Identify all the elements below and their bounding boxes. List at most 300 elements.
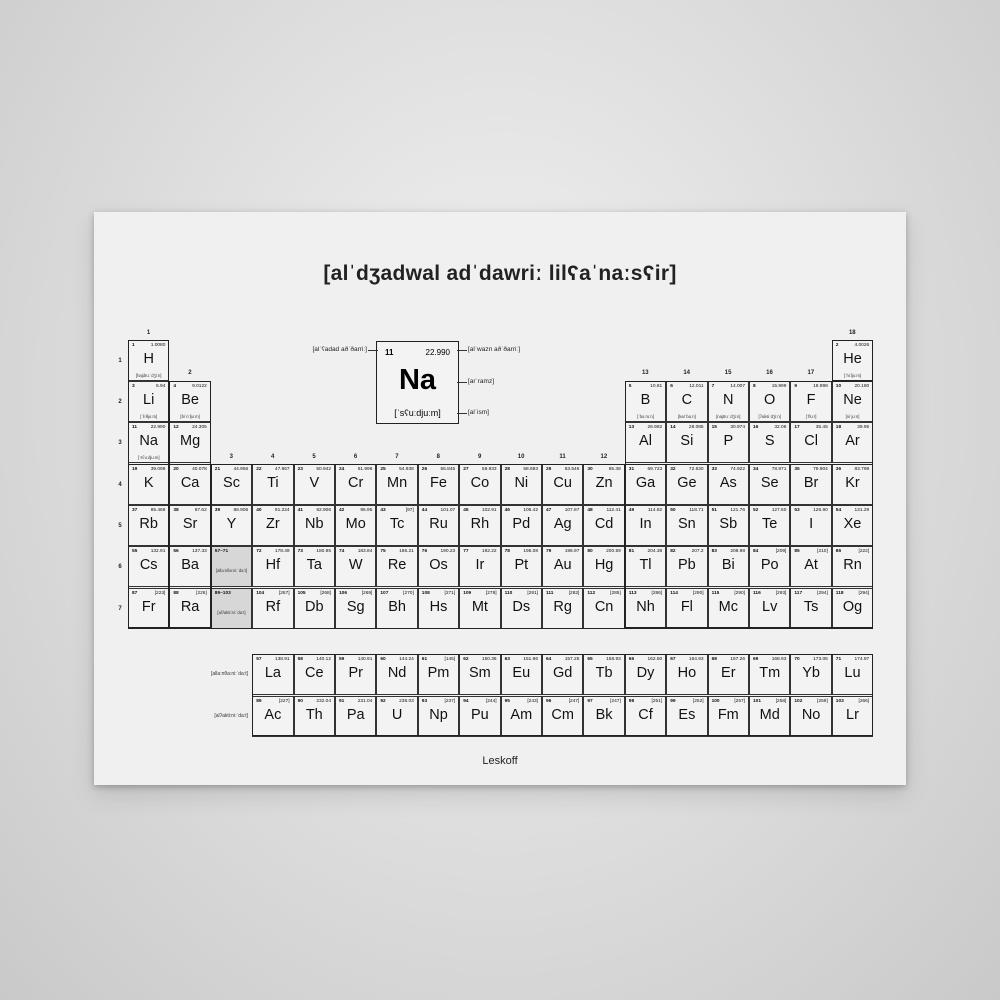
element-cell-Ge[interactable] — [666, 464, 707, 505]
element-cell-Si[interactable] — [666, 422, 707, 463]
element-cell-Rg[interactable] — [542, 588, 583, 629]
atomic-number: 118 — [835, 591, 844, 596]
element-cell-S[interactable] — [749, 422, 790, 463]
element-cell-Ra[interactable] — [169, 588, 210, 629]
atomic-number: 115 — [711, 591, 720, 596]
element-cell-Sg[interactable] — [335, 588, 376, 629]
atomic-mass: 183.84 — [357, 549, 373, 554]
element-cell-Hf[interactable] — [252, 546, 293, 587]
element-cell-Xe[interactable] — [832, 505, 873, 546]
atomic-mass: 92.906 — [316, 508, 331, 513]
element-name: [ˈsʕuːdjuːm] — [137, 455, 160, 461]
element-cell-Nh[interactable] — [625, 588, 666, 629]
key-leader-name — [457, 413, 467, 414]
element-cell-Pb[interactable] — [666, 546, 707, 587]
element-symbol: Hg — [594, 557, 614, 573]
element-cell-Ga[interactable] — [625, 464, 666, 505]
atomic-number: 92 — [380, 699, 386, 704]
atomic-number: 46 — [504, 508, 510, 513]
element-symbol: Li — [143, 392, 155, 408]
atomic-number: 8 — [753, 384, 756, 389]
key-leader-symbol — [457, 382, 467, 383]
element-cell-Og[interactable] — [832, 588, 873, 629]
atomic-number: 86 — [835, 549, 842, 554]
atomic-mass: [290] — [692, 591, 704, 596]
actinide-row-label: [alʔakti:ni:ˈda:t] — [214, 713, 248, 719]
element-cell-Sm[interactable] — [459, 654, 500, 695]
key-atomic-mass: 22.990 — [425, 348, 450, 357]
element-cell-Mn[interactable] — [376, 464, 417, 505]
element-symbol: Rb — [139, 516, 158, 532]
element-cell-Kr[interactable] — [832, 464, 873, 505]
element-symbol: Nb — [305, 516, 324, 532]
element-cell-Cs[interactable] — [128, 546, 169, 587]
atomic-number: 65 — [587, 657, 593, 662]
element-symbol: Mc — [718, 599, 738, 615]
element-symbol: Ds — [512, 599, 531, 615]
element-cell-Rn[interactable] — [832, 546, 873, 587]
atomic-mass: 126.90 — [813, 508, 828, 513]
atomic-mass: 132.91 — [150, 549, 166, 554]
element-symbol: Te — [762, 516, 778, 532]
element-cell-Ta[interactable] — [294, 546, 335, 587]
element-symbol: Es — [678, 707, 696, 723]
atomic-number: 88 — [173, 591, 179, 596]
element-cell-No[interactable] — [790, 696, 831, 737]
element-symbol: Ru — [429, 516, 448, 532]
element-cell-series-7[interactable] — [211, 588, 252, 629]
atomic-mass: 74.922 — [730, 467, 745, 472]
element-symbol: Fl — [680, 599, 693, 615]
element-cell-Rb[interactable] — [128, 505, 169, 546]
element-cell-Co[interactable] — [459, 464, 500, 505]
atomic-mass: 168.93 — [771, 657, 787, 662]
element-cell-Er[interactable] — [708, 654, 749, 695]
group-label-2: 2 — [188, 370, 192, 376]
element-symbol: Sn — [678, 516, 696, 532]
atomic-mass: 83.798 — [854, 467, 870, 472]
element-cell-Os[interactable] — [418, 546, 459, 587]
atomic-number: 96 — [546, 699, 552, 704]
element-cell-Tb[interactable] — [583, 654, 624, 695]
element-cell-Sc[interactable] — [211, 464, 252, 505]
atomic-number: 89–103 — [214, 591, 231, 596]
element-symbol: Bk — [595, 707, 613, 723]
atomic-number: 107 — [380, 591, 389, 596]
element-cell-Sn[interactable] — [666, 505, 707, 546]
element-symbol: Hf — [265, 557, 281, 573]
atomic-number: 1 — [132, 343, 135, 348]
atomic-mass: [209] — [775, 549, 787, 554]
atomic-number: 11 — [132, 425, 138, 430]
element-cell-Cd[interactable] — [583, 505, 624, 546]
element-cell-Al[interactable] — [625, 422, 666, 463]
element-cell-Te[interactable] — [749, 505, 790, 546]
element-symbol: Lr — [846, 707, 859, 723]
atomic-mass: 162.50 — [647, 657, 663, 662]
element-symbol: Cr — [348, 475, 364, 491]
element-cell-Pu[interactable] — [459, 696, 500, 737]
atomic-number: 87 — [132, 591, 138, 596]
atomic-mass: 15.999 — [771, 384, 787, 389]
atomic-number: 70 — [794, 657, 800, 662]
atomic-mass: [267] — [278, 591, 290, 596]
element-name: [ˈhiːljuːm] — [843, 373, 861, 379]
element-symbol: Cn — [594, 599, 614, 615]
element-cell-Ti[interactable] — [252, 464, 293, 505]
element-cell-Cf[interactable] — [625, 696, 666, 737]
atomic-number: 10 — [835, 384, 842, 389]
element-cell-Mc[interactable] — [708, 588, 749, 629]
element-symbol: P — [723, 433, 734, 449]
key-atomic-number: 11 — [385, 348, 394, 357]
element-cell-N[interactable] — [708, 381, 749, 422]
element-symbol: S — [764, 433, 775, 449]
atomic-number: 73 — [297, 549, 303, 554]
element-cell-Ir[interactable] — [459, 546, 500, 587]
element-cell-At[interactable] — [790, 546, 831, 587]
element-cell-Pd[interactable] — [501, 505, 542, 546]
atomic-number: 45 — [463, 508, 469, 513]
atomic-mass: 91.224 — [274, 508, 290, 513]
element-cell-Ac[interactable] — [252, 696, 293, 737]
element-cell-Cr[interactable] — [335, 464, 376, 505]
element-symbol: Y — [226, 516, 237, 532]
atomic-mass: 204.38 — [647, 549, 663, 554]
element-cell-Tl[interactable] — [625, 546, 666, 587]
element-cell-Cn[interactable] — [583, 588, 624, 629]
element-symbol: Po — [760, 557, 779, 573]
atomic-number: 28 — [504, 467, 510, 472]
element-symbol: Ce — [305, 665, 324, 681]
element-cell-series-6[interactable] — [211, 546, 252, 587]
atomic-mass: [281] — [527, 591, 538, 596]
element-symbol: Zn — [595, 475, 613, 491]
element-cell-U[interactable] — [376, 696, 417, 737]
element-symbol: Ga — [635, 475, 656, 491]
element-cell-Re[interactable] — [376, 546, 417, 587]
element-symbol: Zr — [266, 516, 280, 532]
element-cell-Fl[interactable] — [666, 588, 707, 629]
element-cell-C[interactable] — [666, 381, 707, 422]
element-cell-Bi[interactable] — [708, 546, 749, 587]
element-cell-Fr[interactable] — [128, 588, 169, 629]
atomic-number: 84 — [753, 549, 759, 554]
element-cell-Es[interactable] — [666, 696, 707, 737]
atomic-number: 25 — [380, 467, 386, 472]
atomic-mass: 55.845 — [440, 467, 456, 472]
atomic-mass: 12.011 — [689, 384, 704, 389]
element-cell-Sb[interactable] — [708, 505, 749, 546]
element-symbol: Rh — [470, 516, 490, 532]
atomic-number: 101 — [753, 699, 762, 704]
atomic-mass: 14.007 — [730, 384, 745, 389]
element-cell-Lu[interactable] — [832, 654, 873, 695]
atomic-mass: 231.04 — [357, 699, 373, 704]
element-cell-O[interactable] — [749, 381, 790, 422]
atomic-number: 80 — [587, 549, 593, 554]
element-cell-Ts[interactable] — [790, 588, 831, 629]
element-cell-W[interactable] — [335, 546, 376, 587]
element-cell-H[interactable] — [128, 340, 169, 381]
element-cell-Pa[interactable] — [335, 696, 376, 737]
element-symbol: I — [809, 516, 814, 532]
element-symbol: Se — [760, 475, 779, 491]
element-cell-He[interactable] — [832, 340, 873, 381]
atomic-number: 6 — [670, 384, 673, 389]
atomic-number: 62 — [463, 657, 469, 662]
element-symbol: Eu — [512, 665, 531, 681]
atomic-number: 110 — [504, 591, 513, 596]
atomic-mass: 174.97 — [854, 657, 870, 662]
element-cell-Ce[interactable] — [294, 654, 335, 695]
element-cell-Hs[interactable] — [418, 588, 459, 629]
atomic-mass: 4.0026 — [854, 343, 870, 348]
atomic-mass: 118.71 — [689, 508, 704, 513]
element-cell-Bk[interactable] — [583, 696, 624, 737]
atomic-mass: 101.07 — [440, 508, 456, 513]
element-cell-Fe[interactable] — [418, 464, 459, 505]
element-symbol: Co — [470, 475, 490, 491]
element-cell-Br[interactable] — [790, 464, 831, 505]
atomic-number: 18 — [835, 425, 842, 430]
element-cell-Ni[interactable] — [501, 464, 542, 505]
element-cell-Lr[interactable] — [832, 696, 873, 737]
element-symbol: Ac — [264, 707, 282, 723]
element-cell-Gd[interactable] — [542, 654, 583, 695]
group-label-13: 13 — [641, 370, 649, 376]
atomic-number: 17 — [794, 425, 800, 430]
element-symbol: N — [723, 392, 734, 408]
series-range-label: [alla:nθa:ni:ˈda:t] — [216, 568, 247, 573]
atomic-mass: [247] — [610, 699, 621, 704]
atomic-number: 105 — [297, 591, 306, 596]
atomic-number: 76 — [421, 549, 428, 554]
element-cell-I[interactable] — [790, 505, 831, 546]
element-cell-Au[interactable] — [542, 546, 583, 587]
element-symbol: Md — [759, 707, 780, 723]
element-cell-Am[interactable] — [501, 696, 542, 737]
atomic-number: 33 — [711, 467, 717, 472]
group-label-14: 14 — [683, 370, 691, 376]
atomic-mass: 88.906 — [233, 508, 249, 513]
atomic-mass: [145] — [444, 657, 456, 662]
atomic-number: 52 — [753, 508, 759, 513]
element-symbol: Al — [639, 433, 652, 449]
element-cell-Ho[interactable] — [666, 654, 707, 695]
element-cell-Bh[interactable] — [376, 588, 417, 629]
element-symbol: Au — [553, 557, 572, 573]
element-name: [hajdruːˈdʒiːn] — [135, 373, 162, 379]
atomic-mass: 20.180 — [854, 384, 870, 389]
element-cell-Md[interactable] — [749, 696, 790, 737]
element-cell-Na[interactable] — [128, 422, 169, 463]
atomic-number: 47 — [546, 508, 552, 513]
element-symbol: No — [801, 707, 821, 723]
element-cell-Zr[interactable] — [252, 505, 293, 546]
element-cell-Pt[interactable] — [501, 546, 542, 587]
atomic-mass: [237] — [444, 699, 456, 704]
atomic-mass: 200.59 — [606, 549, 621, 554]
atomic-number: 63 — [504, 657, 510, 662]
element-cell-Li[interactable] — [128, 381, 169, 422]
atomic-number: 59 — [339, 657, 345, 662]
atomic-number: 89 — [256, 699, 262, 704]
atomic-mass: [210] — [817, 549, 828, 554]
atomic-mass: 207.2 — [691, 549, 704, 554]
element-cell-Ne[interactable] — [832, 381, 873, 422]
element-symbol: Mn — [387, 475, 408, 491]
atomic-mass: [252] — [692, 699, 704, 704]
element-symbol: Gd — [553, 665, 573, 681]
group-label-17: 17 — [807, 370, 815, 376]
atomic-number: 97 — [587, 699, 593, 704]
group-label-1: 1 — [146, 330, 151, 336]
element-symbol: Ra — [180, 599, 200, 615]
element-cell-La[interactable] — [252, 654, 293, 695]
atomic-mass: 114.82 — [647, 508, 663, 513]
element-cell-Nb[interactable] — [294, 505, 335, 546]
element-cell-Yb[interactable] — [790, 654, 831, 695]
atomic-mass: [278] — [485, 591, 497, 596]
element-cell-Nd[interactable] — [376, 654, 417, 695]
element-symbol: Si — [680, 433, 694, 449]
atomic-mass: [258] — [775, 699, 787, 704]
element-cell-Po[interactable] — [749, 546, 790, 587]
element-cell-Np[interactable] — [418, 696, 459, 737]
atomic-mass: 180.95 — [316, 549, 331, 554]
element-cell-As[interactable] — [708, 464, 749, 505]
element-cell-Y[interactable] — [211, 505, 252, 546]
group-label-18: 18 — [848, 330, 856, 336]
element-symbol: Db — [305, 599, 324, 615]
element-cell-P[interactable] — [708, 422, 749, 463]
element-cell-Ca[interactable] — [169, 464, 210, 505]
atomic-number: 75 — [380, 549, 386, 554]
element-symbol: Cl — [804, 433, 818, 449]
element-cell-Ar[interactable] — [832, 422, 873, 463]
element-cell-K[interactable] — [128, 464, 169, 505]
element-cell-Ds[interactable] — [501, 588, 542, 629]
element-symbol: Tl — [639, 557, 652, 573]
atomic-number: 72 — [256, 549, 262, 554]
atomic-mass: 158.93 — [606, 657, 621, 662]
element-cell-Sr[interactable] — [169, 505, 210, 546]
element-cell-Cl[interactable] — [790, 422, 831, 463]
atomic-mass: 173.05 — [813, 657, 828, 662]
atomic-mass: 39.098 — [150, 467, 166, 472]
element-symbol: Pd — [512, 516, 531, 532]
atomic-number: 83 — [711, 549, 717, 554]
atomic-mass: [269] — [361, 591, 373, 596]
element-symbol: Pb — [678, 557, 696, 573]
atomic-mass: 58.693 — [523, 467, 538, 472]
element-cell-Th[interactable] — [294, 696, 335, 737]
atomic-mass: [222] — [858, 549, 870, 554]
group-label-8: 8 — [436, 454, 440, 460]
atomic-mass: 30.974 — [730, 425, 745, 430]
atomic-mass: [259] — [817, 699, 828, 704]
element-symbol: Cu — [553, 475, 572, 491]
element-cell-Cm[interactable] — [542, 696, 583, 737]
element-cell-Ag[interactable] — [542, 505, 583, 546]
element-cell-In[interactable] — [625, 505, 666, 546]
atomic-number: 41 — [297, 508, 303, 513]
element-cell-Rh[interactable] — [459, 505, 500, 546]
element-cell-Eu[interactable] — [501, 654, 542, 695]
atomic-mass: [266] — [858, 699, 870, 704]
atomic-mass: 178.49 — [274, 549, 290, 554]
element-cell-Pm[interactable] — [418, 654, 459, 695]
atomic-number: 111 — [546, 591, 554, 596]
atomic-mass: 9.0122 — [192, 384, 207, 389]
atomic-mass: [243] — [527, 699, 538, 704]
element-symbol: He — [843, 351, 862, 367]
element-symbol: Sr — [182, 516, 198, 532]
atomic-number: 104 — [256, 591, 265, 596]
element-symbol: Pu — [471, 707, 489, 723]
element-cell-Fm[interactable] — [708, 696, 749, 737]
atomic-number: 50 — [670, 508, 676, 513]
element-cell-Lv[interactable] — [749, 588, 790, 629]
element-cell-Db[interactable] — [294, 588, 335, 629]
element-symbol: At — [804, 557, 818, 573]
atomic-number: 77 — [463, 549, 469, 554]
atomic-mass: [282] — [568, 591, 580, 596]
atomic-mass: 72.630 — [688, 467, 704, 472]
atomic-mass: 78.971 — [771, 467, 787, 472]
atomic-number: 103 — [835, 699, 844, 704]
element-cell-Rf[interactable] — [252, 588, 293, 629]
element-cell-Hg[interactable] — [583, 546, 624, 587]
element-symbol: Og — [842, 599, 863, 615]
atomic-number: 66 — [628, 657, 635, 662]
element-cell-Ba[interactable] — [169, 546, 210, 587]
element-cell-Dy[interactable] — [625, 654, 666, 695]
element-symbol: U — [391, 707, 403, 723]
atomic-number: 61 — [421, 657, 428, 662]
atomic-number: 60 — [380, 657, 386, 662]
element-cell-Tc[interactable] — [376, 505, 417, 546]
key-leader-mass — [457, 350, 467, 351]
element-cell-Zn[interactable] — [583, 464, 624, 505]
element-symbol: Lv — [762, 599, 778, 615]
element-cell-Pr[interactable] — [335, 654, 376, 695]
key-label-symbol: [arˈramz] — [468, 378, 494, 385]
element-cell-Be[interactable] — [169, 381, 210, 422]
atomic-number: 95 — [504, 699, 510, 704]
element-cell-V[interactable] — [294, 464, 335, 505]
element-symbol: Ar — [845, 433, 860, 449]
element-cell-Cu[interactable] — [542, 464, 583, 505]
group-label-4: 4 — [271, 454, 275, 460]
element-cell-Mo[interactable] — [335, 505, 376, 546]
key-label-number: [alˈʕadad aðˈðarriː] — [312, 346, 367, 353]
atomic-number: 113 — [628, 591, 637, 596]
element-symbol: Fe — [430, 475, 447, 491]
element-cell-Ru[interactable] — [418, 505, 459, 546]
element-cell-F[interactable] — [790, 381, 831, 422]
element-cell-Mg[interactable] — [169, 422, 210, 463]
element-cell-Tm[interactable] — [749, 654, 790, 695]
atomic-number: 26 — [421, 467, 428, 472]
element-cell-Se[interactable] — [749, 464, 790, 505]
element-symbol: As — [719, 475, 737, 491]
element-symbol: Sg — [346, 599, 365, 615]
element-symbol: Bh — [388, 599, 406, 615]
element-cell-Mt[interactable] — [459, 588, 500, 629]
element-cell-B[interactable] — [625, 381, 666, 422]
